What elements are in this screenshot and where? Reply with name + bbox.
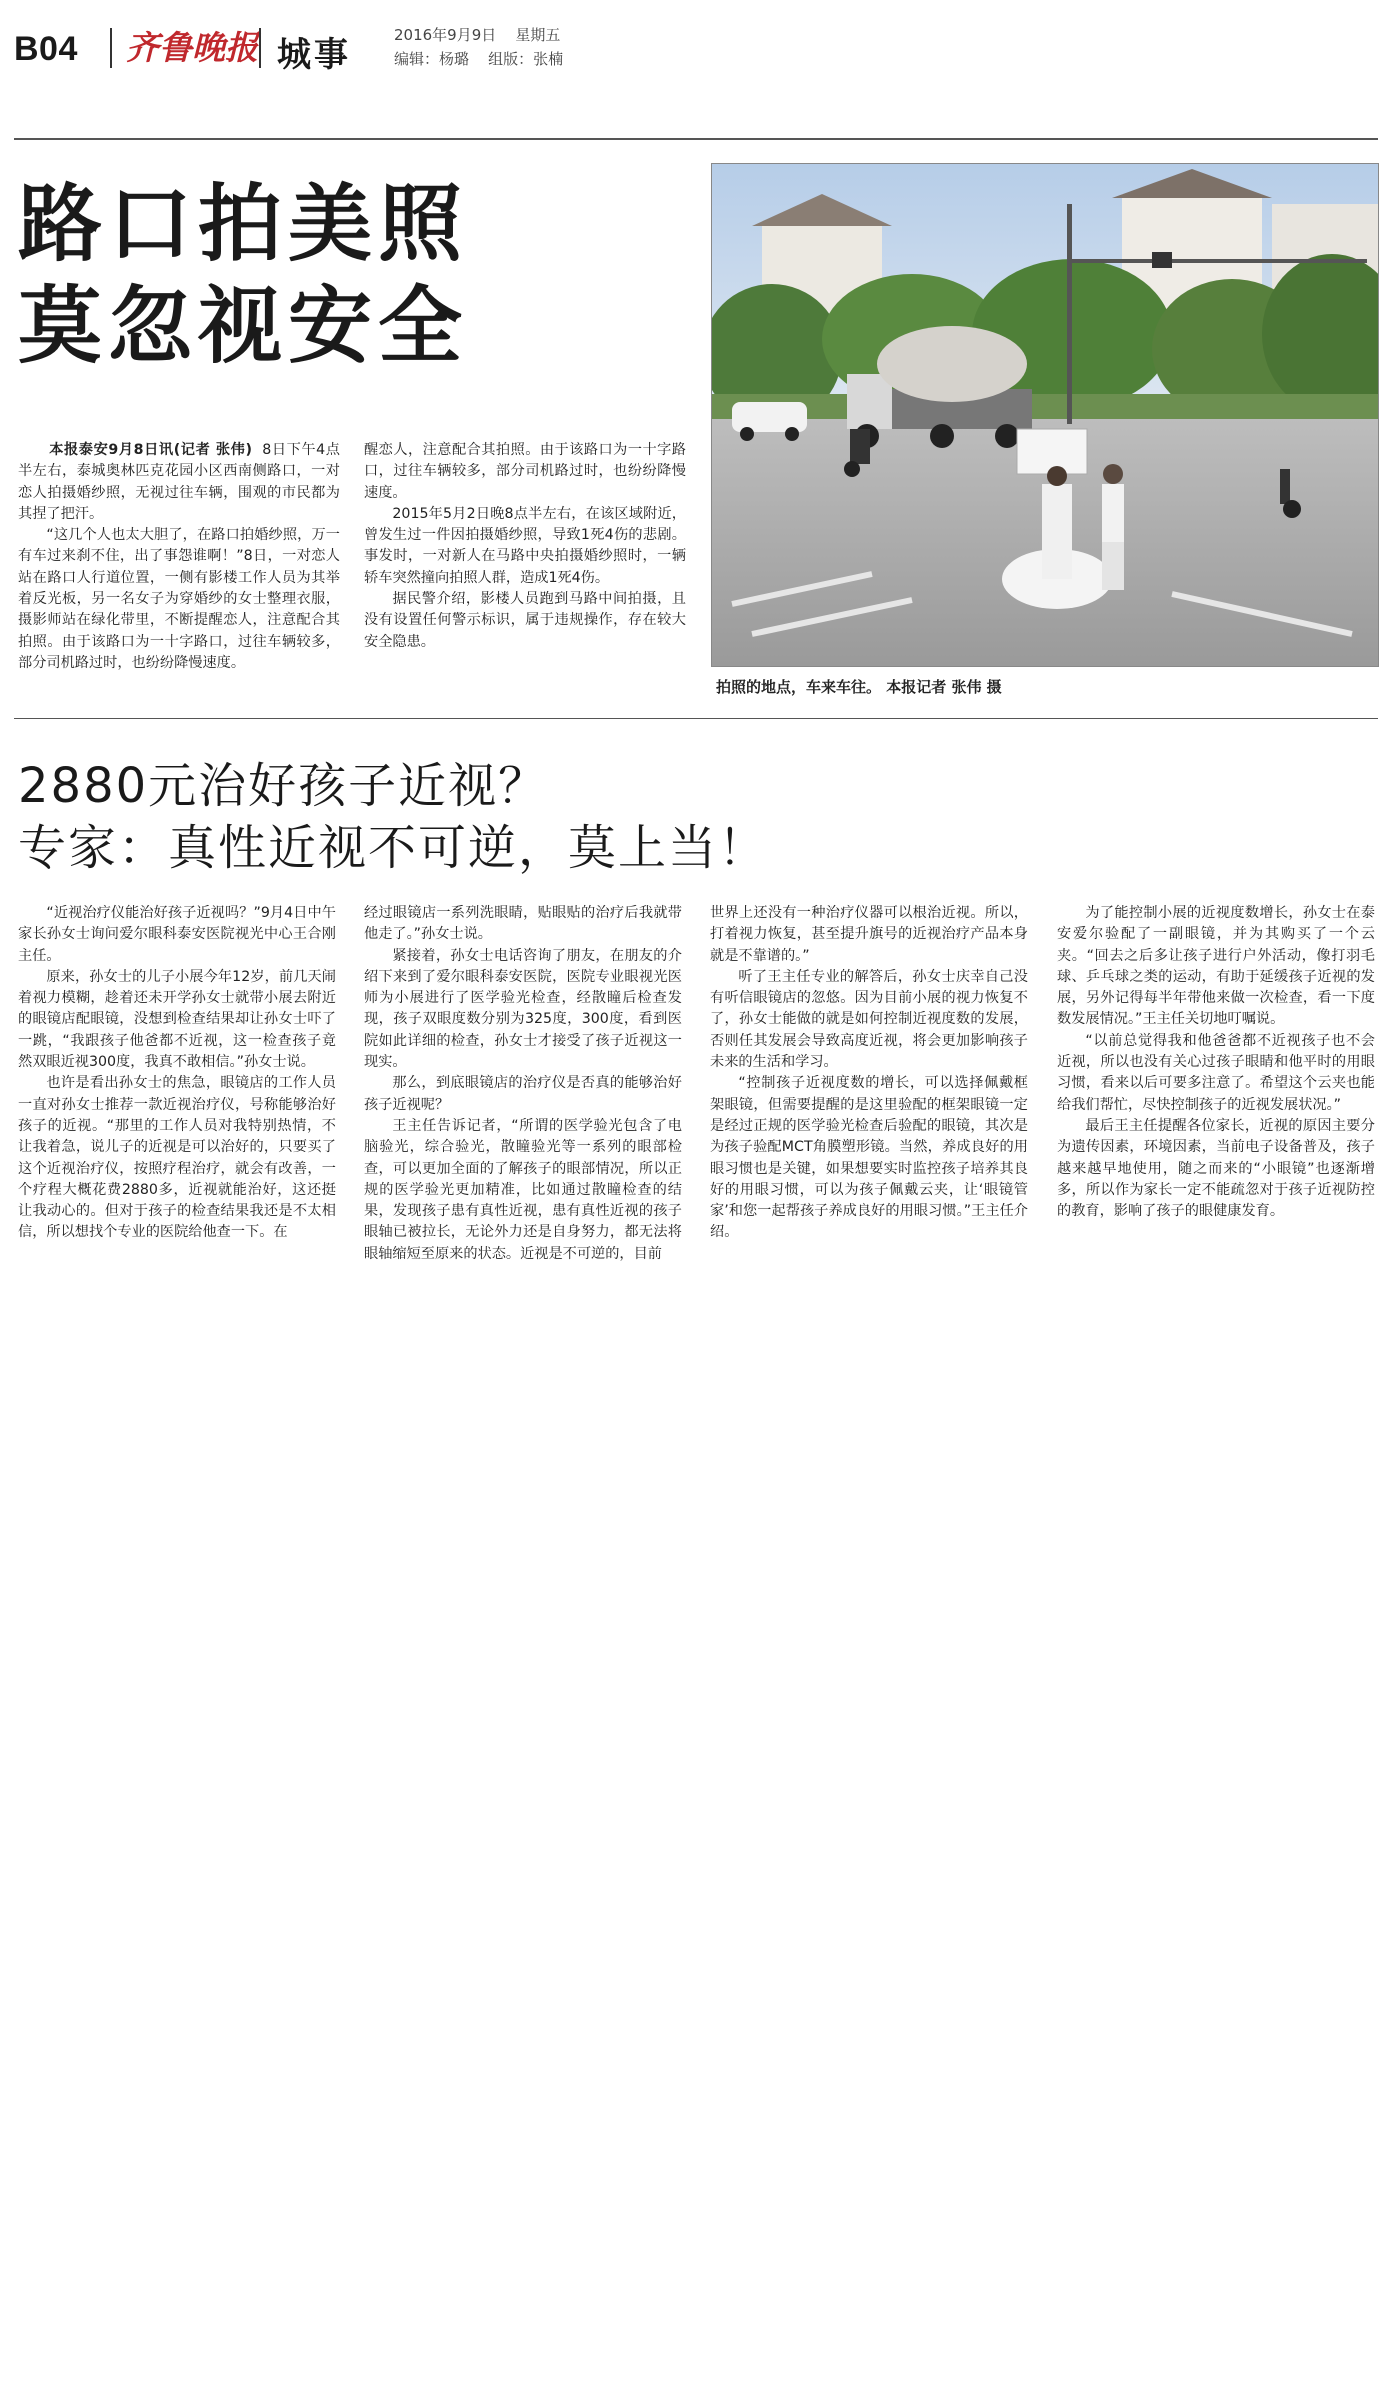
article2-paragraph: “以前总觉得我和他爸爸都不近视孩子也不会近视，所以也没有关心过孩子眼睛和他平时的用眼习惯，看来以后可要多注意了。希望这个云夹也能给我们帮忙，尽快控制孩子的近视发展状况。”: [1057, 1032, 1375, 1113]
article2-headline-line2: 专家：真性近视不可逆，莫上当！: [18, 820, 769, 876]
section-title: 城事: [277, 35, 351, 75]
article1-column-2: [364, 440, 686, 688]
article1-paragraph-continued: 醒恋人，注意配合其拍照。由于该路口为一十字路口，过往车辆较多，部分司机路过时，也纷纷降慢速度。: [364, 442, 686, 501]
article1-byline: 本报泰安9月8日讯(记者 张伟): [49, 442, 252, 458]
article2-column-3: [710, 903, 1028, 1283]
header-rule: [14, 138, 1378, 140]
street-wedding-photo: [711, 163, 1379, 667]
editor-text: 编辑：杨璐: [394, 50, 470, 68]
article1-headline-line1: 路口拍美照: [18, 175, 469, 273]
article2-paragraph-continued: 经过眼镜店一系列洗眼睛，贴眼贴的治疗后我就带他走了。”孙女士说。: [364, 905, 682, 943]
article1-paragraph: 据民警介绍，影楼人员跑到马路中间拍摄，且没有设置任何警示标识，属于违规操作，存在较大安全隐患。: [364, 591, 686, 650]
editor-credits: [394, 48, 563, 69]
article2-paragraph: “控制孩子近视度数的增长，可以选择佩戴框架眼镜，但需要提醒的是这里验配的框架眼镜一定是经过正规的医学验光检查后验配的眼镜，其次是为孩子验配MCT角膜塑形镜。当然，养成良好的用眼习惯也是关键，如果想要实时监控孩子培养其良好的用眼习惯，可以为孩子佩戴云夹，让‘眼镜管家’和您一起帮孩子养成良好的用眼习惯。”王主任介绍。: [710, 1075, 1028, 1241]
section-rule: [14, 718, 1378, 719]
article1-paragraph: 8日下午4点半左右，泰城奥林匹克花园小区西南侧路口，一对恋人拍摄婚纱照，无视过往车辆，围观的市民都为其捏了把汗。: [18, 442, 340, 522]
article2-paragraph: 最后王主任提醒各位家长，近视的原因主要分为遗传因素，环境因素，当前电子设备普及，孩子越来越早地使用，随之而来的“小眼镜”也逐渐增多，所以作为家长一定不能疏忽对于孩子近视防控的教育，影响了孩子的眼健康发育。: [1057, 1117, 1375, 1220]
article1-headline-line2: 莫忽视安全: [18, 277, 469, 375]
street-wedding-photo-illustration: [712, 164, 1378, 666]
article2-paragraph: 也许是看出孙女士的焦急，眼镜店的工作人员一直对孙女士推荐一款近视治疗仪，号称能够治好孩子的近视。“那里的工作人员对我特别热情，不让我着急，说儿子的近视是可以治好的，只要买了这个近视治疗仪，按照疗程治疗，就会有改善，一个疗程大概花费2880多，近视就能治好，这还挺让我动心的。但对于孩子的检查结果我还是不太相信，所以想找个专业的医院给他查一下。在: [18, 1075, 336, 1241]
page-number: B04: [14, 30, 78, 68]
header-divider: [110, 28, 112, 68]
article2-paragraph: 原来，孙女士的儿子小展今年12岁，前几天闹着视力模糊，趁着还未开学孙女士就带小展去附近的眼镜店配眼镜，没想到检查结果却让孙女士吓了一跳，“我跟孩子他爸都不近视，这一检查孩子竟然双眼近视300度，我真不敢相信。”孙女士说。: [18, 968, 336, 1071]
article1-paragraph: 2015年5月2日晚8点半左右，在该区域附近，曾发生过一件因拍摄婚纱照，导致1死4伤的悲剧。事发时，一对新人在马路中央拍摄婚纱照时，一辆轿车突然撞向拍照人群，造成1死4伤。: [364, 505, 686, 586]
article2-column-4: [1057, 903, 1375, 1283]
photo-caption: 拍照的地点，车来车往。 本报记者 张伟 摄: [716, 678, 1002, 696]
article2-paragraph: 为了能控制小展的近视度数增长，孙女士在泰安爱尔验配了一副眼镜，并为其购买了一个云夹。“回去之后多让孩子进行户外活动，像打羽毛球、乒乓球之类的运动，有助于延缓孩子近视的发展，另外记得每半年带他来做一次检查，看一下度数发展情况。”王主任关切地叮嘱说。: [1057, 905, 1375, 1028]
article2-column-2: [364, 903, 682, 1283]
article2-paragraph: 那么，到底眼镜店的治疗仪是否真的能够治好孩子近视呢？: [364, 1075, 682, 1113]
issue-date: [394, 24, 560, 45]
newspaper-logo: 齐鲁晚报: [126, 28, 258, 67]
article2-paragraph-continued: 世界上还没有一种治疗仪器可以根治近视。所以，打着视力恢复，甚至提升旗号的近视治疗产品本身就是不靠谱的。”: [710, 905, 1028, 964]
weekday-text: 星期五: [515, 26, 561, 44]
article1-column-1: [18, 440, 340, 688]
header-divider: [259, 28, 261, 68]
article2-paragraph: 紧接着，孙女士电话咨询了朋友，在朋友的介绍下来到了爱尔眼科泰安医院，医院专业眼视光医师为小展进行了医学验光检查，经散瞳后检查发现，孩子双眼度数分别为325度，300度，看到医院如此详细的检查，孙女士才接受了孩子近视这一现实。: [364, 947, 682, 1071]
article2-paragraph: 王主任告诉记者，“所谓的医学验光包含了电脑验光，综合验光，散瞳验光等一系列的眼部检查，可以更加全面的了解孩子的眼部情况，所以正规的医学验光更加精准，比如通过散瞳检查的结果，发现孩子患有真性近视，患有真性近视的孩子眼轴已被拉长，无论外力还是自身努力，都无法将眼轴缩短至原来的状态。近视是不可逆的，目前: [364, 1117, 682, 1262]
date-text: 2016年9月9日: [394, 26, 497, 44]
article2-paragraph: 听了王主任专业的解答后，孙女士庆幸自己没有听信眼镜店的忽悠。因为目前小展的视力恢复不了，孙女士能做的就是如何控制近视度数的发展，否则任其发展会导致高度近视，将会更加影响孩子未来的生活和学习。: [710, 968, 1028, 1071]
layout-text: 组版：张楠: [488, 50, 564, 68]
article2-headline-line1: 2880元治好孩子近视？: [18, 758, 549, 814]
article2-column-1: [18, 903, 336, 1283]
article2-paragraph: “近视治疗仪能治好孩子近视吗？”9月4日中午家长孙女士询问爱尔眼科泰安医院视光中心王合刚主任。: [18, 905, 336, 964]
article1-paragraph: “这几个人也太大胆了，在路口拍婚纱照，万一有车过来刹不住，出了事怨谁啊！”8日，一对恋人站在路口人行道位置，一侧有影楼工作人员为其举着反光板，另一名女子为穿婚纱的女士整理衣服，摄影师站在绿化带里，不断提醒恋人，注意配合其拍照。由于该路口为一十字路口，过往车辆较多，部分司机路过时，也纷纷降慢速度。: [18, 527, 340, 671]
